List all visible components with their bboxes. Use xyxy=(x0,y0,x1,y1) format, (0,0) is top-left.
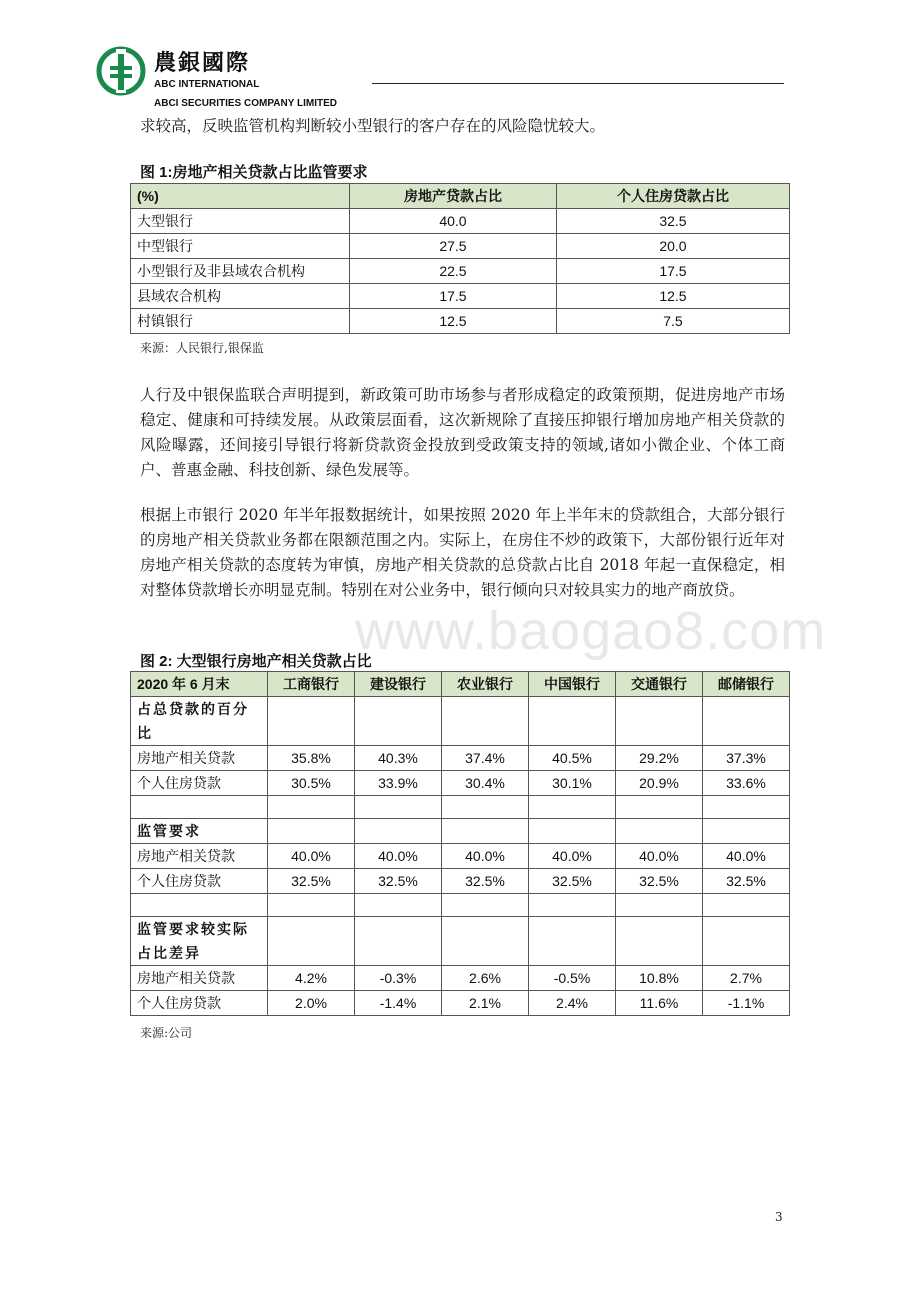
table-cell: 29.2% xyxy=(616,746,703,771)
table-header-cell: 建设银行 xyxy=(355,672,442,697)
table-cell: 个人住房贷款 xyxy=(131,991,268,1016)
table-row xyxy=(131,284,790,309)
table-cell: 12.5 xyxy=(556,284,789,309)
section-label: 监管要求较实际占比差异 xyxy=(131,917,268,966)
paragraph-statistics: 根据上市银行 2020 年半年报数据统计，如果按照 2020 年上半年末的贷款组合，大部分银行的房地产相关贷款业务都在限额范围之内。实际上，在房住不炒的政策下，大部份银行近年对房地产相关贷款的态度转为审慎，房地产相关贷款的总贷款占比自 2018 年起一直保稳定，相对整体贷款增长亦明显克制。特别在对公业务中，银行倾向只对较具实力的地产商放贷。 xyxy=(140,506,785,599)
table-cell: 10.8% xyxy=(616,966,703,991)
table-row xyxy=(131,991,790,1016)
table-cell: 个人住房贷款 xyxy=(131,771,268,796)
figure2-table xyxy=(130,671,790,1016)
figure1-title: 图 1:房地产相关贷款占比监管要求 xyxy=(140,164,368,181)
table-header-cell: 交通银行 xyxy=(616,672,703,697)
table-header-cell: 邮储银行 xyxy=(703,672,790,697)
table-cell: 27.5 xyxy=(350,234,557,259)
table-cell: 17.5 xyxy=(556,259,789,284)
table-cell: 30.4% xyxy=(442,771,529,796)
table-cell: 2.0% xyxy=(268,991,355,1016)
table-cell: 2.1% xyxy=(442,991,529,1016)
table-row xyxy=(131,869,790,894)
table-cell: 县域农合机构 xyxy=(131,284,350,309)
table-cell: 20.9% xyxy=(616,771,703,796)
table-cell: -0.3% xyxy=(355,966,442,991)
brand-name-en: ABC INTERNATIONAL xyxy=(154,79,260,90)
header-divider xyxy=(372,83,784,84)
table-cell: 40.0% xyxy=(616,844,703,869)
table-cell: 32.5% xyxy=(703,869,790,894)
table-section-row xyxy=(131,819,790,844)
table-cell: 40.0% xyxy=(268,844,355,869)
table-header-cell: 2020 年 6 月末 xyxy=(131,672,268,697)
table-header-cell: 房地产贷款占比 xyxy=(350,184,557,209)
table-cell: -1.4% xyxy=(355,991,442,1016)
table-cell: 37.4% xyxy=(442,746,529,771)
table-cell: 35.8% xyxy=(268,746,355,771)
paragraph-intro: 求较高，反映监管机构判断较小型银行的客户存在的风险隐忧较大。 xyxy=(140,117,606,135)
table-cell: 32.5% xyxy=(529,869,616,894)
paragraph-policy: 人行及中银保监联合声明提到，新政策可助市场参与者形成稳定的政策预期，促进房地产市场稳定、健康和可持续发展。从政策层面看，这次新规除了直接压抑银行增加房地产相关贷款的风险曝露，还间接引导银行将新贷款资金投放到受政策支持的领域,诸如小微企业、个体工商户、普惠金融、科技创新、绿色发展等。 xyxy=(140,386,785,479)
table-cell: 40.0% xyxy=(355,844,442,869)
page-header xyxy=(96,42,796,112)
table-cell: 32.5% xyxy=(616,869,703,894)
table-section-row xyxy=(131,697,790,746)
table-row xyxy=(131,771,790,796)
abc-logo-icon xyxy=(96,46,146,96)
table-cell: 30.5% xyxy=(268,771,355,796)
table-cell: 小型银行及非县域农合机构 xyxy=(131,259,350,284)
table-cell: -1.1% xyxy=(703,991,790,1016)
table-cell: 2.4% xyxy=(529,991,616,1016)
table-cell: 40.3% xyxy=(355,746,442,771)
table-cell: 40.0% xyxy=(529,844,616,869)
table-cell: 12.5 xyxy=(350,309,557,334)
table-cell: 37.3% xyxy=(703,746,790,771)
table-header-cell: 个人住房贷款占比 xyxy=(556,184,789,209)
table-cell: 40.5% xyxy=(529,746,616,771)
table-cell: 32.5% xyxy=(442,869,529,894)
table-cell: 村镇银行 xyxy=(131,309,350,334)
table-cell: -0.5% xyxy=(529,966,616,991)
figure2-title: 图 2: 大型银行房地产相关贷款占比 xyxy=(140,653,372,670)
brand-name-cn: 農銀國際 xyxy=(154,50,251,76)
table-cell: 40.0 xyxy=(350,209,557,234)
brand-company-name: ABCI SECURITIES COMPANY LIMITED xyxy=(154,98,337,109)
table-cell: 7.5 xyxy=(556,309,789,334)
table-spacer-row xyxy=(131,894,790,917)
table-row xyxy=(131,844,790,869)
table-section-row xyxy=(131,917,790,966)
table-cell: 中型银行 xyxy=(131,234,350,259)
table-row xyxy=(131,966,790,991)
section-label: 监管要求 xyxy=(131,819,268,844)
table-cell: 20.0 xyxy=(556,234,789,259)
table-row xyxy=(131,309,790,334)
table-cell: 32.5% xyxy=(355,869,442,894)
watermark: www.baogao8.com xyxy=(355,601,827,661)
table-cell: 房地产相关贷款 xyxy=(131,746,268,771)
table-cell: 32.5 xyxy=(556,209,789,234)
table-row xyxy=(131,259,790,284)
figure2-source: 来源:公司 xyxy=(140,1026,193,1040)
table-row xyxy=(131,209,790,234)
table-cell: 4.2% xyxy=(268,966,355,991)
table-header-row xyxy=(131,184,790,209)
table-cell: 11.6% xyxy=(616,991,703,1016)
table-header-cell: 农业银行 xyxy=(442,672,529,697)
table-cell: 2.6% xyxy=(442,966,529,991)
table-row xyxy=(131,234,790,259)
figure1-source: 来源：人民银行,银保监 xyxy=(140,341,264,355)
table-header-row xyxy=(131,672,790,697)
table-header-cell: (%) xyxy=(131,184,350,209)
table-cell: 40.0% xyxy=(442,844,529,869)
table-cell: 个人住房贷款 xyxy=(131,869,268,894)
table-cell: 33.6% xyxy=(703,771,790,796)
table-spacer-row xyxy=(131,796,790,819)
table-header-cell: 中国银行 xyxy=(529,672,616,697)
table-cell: 房地产相关贷款 xyxy=(131,844,268,869)
table-header-cell: 工商银行 xyxy=(268,672,355,697)
table-cell: 房地产相关贷款 xyxy=(131,966,268,991)
section-label: 占总贷款的百分比 xyxy=(131,697,268,746)
table-cell: 17.5 xyxy=(350,284,557,309)
table-cell: 22.5 xyxy=(350,259,557,284)
figure1-table xyxy=(130,183,790,334)
table-cell: 32.5% xyxy=(268,869,355,894)
table-cell: 40.0% xyxy=(703,844,790,869)
table-cell: 2.7% xyxy=(703,966,790,991)
table-cell: 33.9% xyxy=(355,771,442,796)
table-cell: 大型银行 xyxy=(131,209,350,234)
table-cell: 30.1% xyxy=(529,771,616,796)
page-number: 3 xyxy=(775,1210,783,1224)
table-row xyxy=(131,746,790,771)
